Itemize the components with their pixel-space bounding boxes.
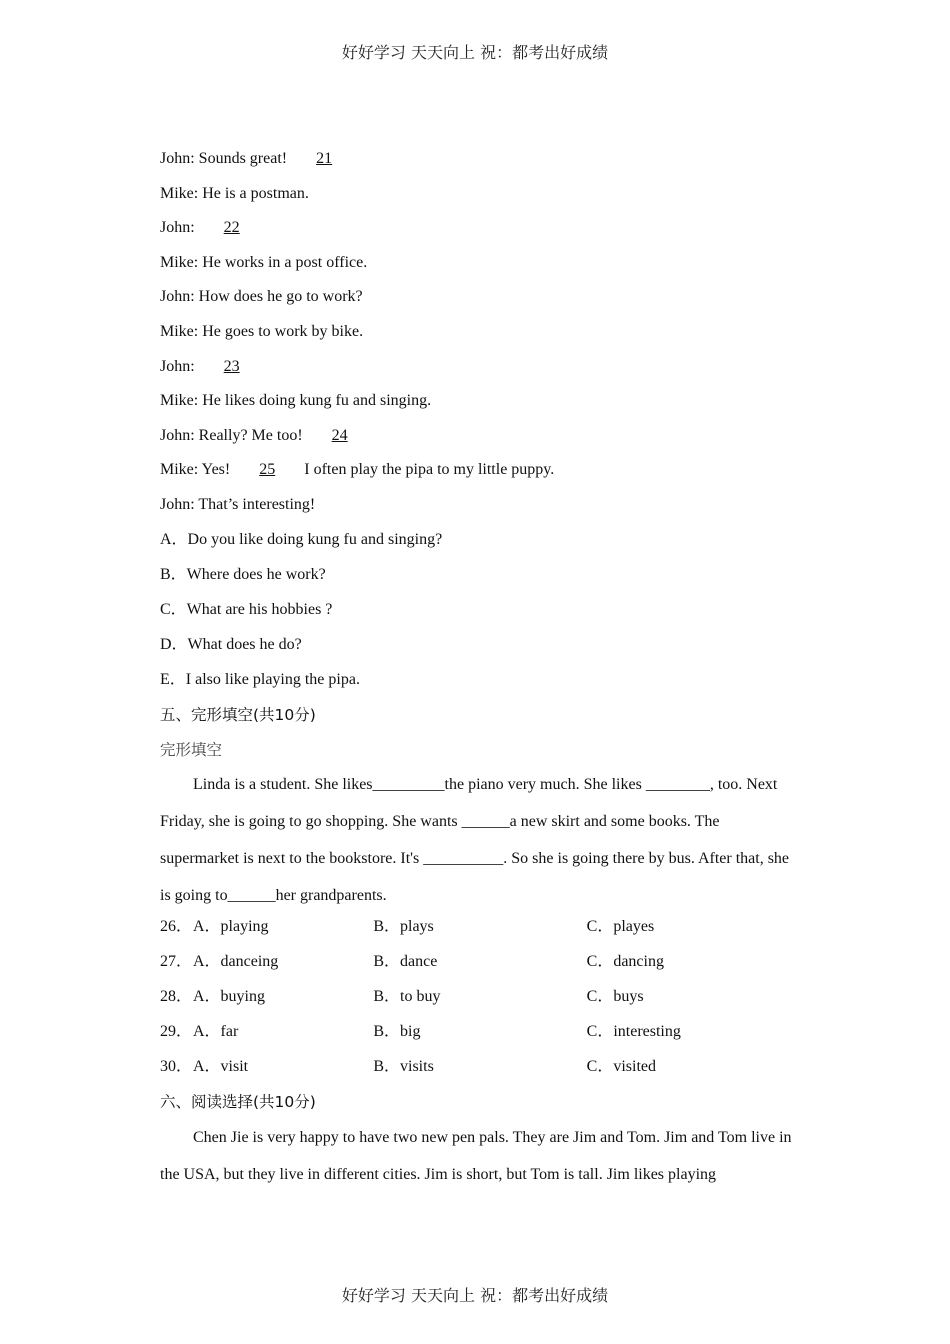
question-number: 27． [160,952,193,970]
question-number: 26． [160,917,193,935]
dialogue-text: Mike: He is a postman. [160,184,309,202]
dialogue-text: John: Sounds great! [160,150,292,167]
answer-option: C．What are his hobbies ? [160,600,333,618]
dialogue-line [160,183,800,218]
answer-blank[interactable]: 23 [223,357,240,375]
dialogue-text: John: That’s interesting! [160,495,316,513]
choice-a[interactable]: A．danceing [193,952,279,970]
section-subtitle-cloze: 完形填空 [160,740,223,759]
cloze-questions [160,916,800,1091]
choice-b[interactable]: B．visits [373,1057,434,1075]
question-row [160,951,800,986]
question-row [160,916,800,951]
dialogue-text: Mike: He works in a post office. [160,253,368,271]
question-number: 28． [160,987,193,1005]
document-body [160,148,800,1194]
dialogue-line [160,217,800,252]
choice-a[interactable]: A．far [193,1022,239,1040]
answer-options [160,529,800,704]
dialogue-line [160,252,800,287]
dialogue-text: John: Really? Me too! [160,426,307,444]
dialogue-line [160,494,800,529]
page-header: 好好学习 天天向上 祝：都考出好成绩 [341,43,609,62]
dialogue-text: John: [160,357,199,375]
choice-c[interactable]: C．interesting [586,1022,681,1040]
question-number: 29． [160,1022,193,1040]
section-title-reading: 六、阅读选择(共10分) [160,1092,316,1111]
dialogue-line [160,148,800,183]
choice-a[interactable]: A．playing [193,917,269,935]
answer-blank[interactable]: 22 [223,219,240,237]
dialogue-line [160,425,800,460]
choice-c[interactable]: C．visited [586,1057,656,1075]
answer-option: A．Do you like doing kung fu and singing? [160,530,443,548]
dialogue-line [160,459,800,494]
choice-c[interactable]: C．playes [586,917,655,935]
dialogue-text: Mike: He goes to work by bike. [160,322,364,340]
choice-c[interactable]: C．buys [586,987,644,1005]
dialogue [160,148,800,529]
dialogue-line [160,390,800,425]
choice-a[interactable]: A．buying [193,987,266,1005]
answer-blank[interactable]: 21 [316,150,333,167]
choice-b[interactable]: B．to buy [373,987,441,1005]
answer-option: B．Where does he work? [160,565,326,583]
dialogue-text: John: How does he go to work? [160,288,363,306]
choice-b[interactable]: B．big [373,1022,421,1040]
cloze-passage: Linda is a student. She likes_________the piano very much. She likes ________, too. Next Friday, she is going to go shopping. She wants ______a new skirt and some books. The supermarket is next to the bookstore. It's __________. So she is going there by bus. After that, she is going to______her grandparents. [160,775,790,905]
reading-passage: Chen Jie is very happy to have two new pen pals. They are Jim and Tom. Jim and Tom live in the USA, but they live in different cities. Jim is short, but Tom is tall. Jim likes playing [160,1128,792,1184]
answer-option: D．What does he do? [160,635,302,653]
choice-b[interactable]: B．dance [373,952,438,970]
choice-b[interactable]: B．plays [373,917,434,935]
question-row [160,1021,800,1056]
dialogue-text: Mike: Yes! [160,461,235,479]
dialogue-line [160,321,800,356]
dialogue-line [160,356,800,391]
question-row [160,986,800,1021]
question-number: 30． [160,1057,193,1075]
answer-option: E．I also like playing the pipa. [160,670,360,688]
dialogue-text-after: I often play the pipa to my little puppy. [300,461,555,479]
choice-c[interactable]: C．dancing [586,952,664,970]
section-title-cloze: 五、完形填空(共10分) [160,705,316,724]
choice-a[interactable]: A．visit [193,1057,249,1075]
page-footer: 好好学习 天天向上 祝：都考出好成绩 [341,1286,609,1305]
answer-blank[interactable]: 25 [259,461,276,479]
dialogue-text: John: [160,219,199,237]
dialogue-line [160,286,800,321]
answer-blank[interactable]: 24 [331,426,348,444]
dialogue-text: Mike: He likes doing kung fu and singing. [160,392,432,410]
question-row [160,1056,800,1091]
